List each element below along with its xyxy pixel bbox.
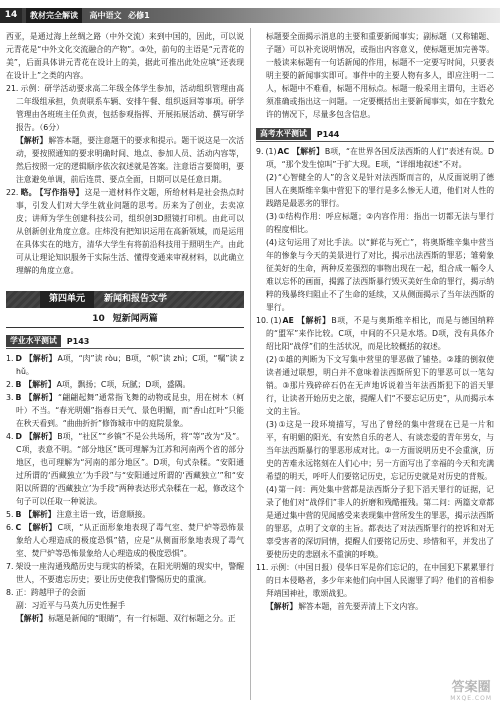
column-divider	[250, 28, 251, 700]
question-number: 5.	[6, 510, 14, 519]
answer-text: 略。	[20, 188, 37, 197]
right-column	[256, 30, 494, 702]
unit-banner	[6, 291, 244, 308]
answer-choice: B	[15, 380, 22, 389]
answer-item-9-4	[256, 236, 494, 314]
question-number: 3.	[6, 393, 14, 402]
answer-item	[6, 521, 244, 560]
answer-item-21	[6, 82, 244, 134]
sub-headline-line	[6, 599, 244, 612]
answer-item-10-4	[256, 483, 494, 561]
analysis-text: A项，飘扬；C项，玩腻；D项，盛隅。	[56, 380, 191, 389]
answer-choice: D	[15, 354, 22, 363]
analysis-tag: 【解析】	[266, 602, 298, 611]
question-number: 4.	[6, 432, 14, 441]
answer-item-9-3	[256, 210, 494, 236]
analysis-tag: 【解析】	[16, 614, 48, 623]
answer-text: 示例：（中国日报）侵华日军是你们忘记的，在中国犯下累累罪行的日本侵略者，多少年来他们向中国人民谢罪了吗？他们的首相参拜靖国神社，歌颂战犯。	[266, 563, 494, 598]
analysis-text: B项，不是与奥斯维辛相比，而是与德国纳粹的“盟军”来作比较。C项，中间的不只是水塔。D项，没有具体介绍比阳“战俘”们的生活状况，而是比较概括的叙述。	[266, 316, 494, 351]
analysis-tag: 【解析】	[24, 380, 56, 389]
analysis-text: 标题是新闻的“眼睛”，有一行标题、双行标题之分。正	[48, 614, 236, 623]
answer-item	[6, 378, 244, 391]
answer-item-11	[256, 561, 494, 600]
section-label: 学业水平测试	[6, 335, 61, 347]
section-page-ref: P144	[316, 129, 340, 139]
series-title: 教材完全解读	[26, 8, 82, 23]
analysis-tag: 【解析】	[24, 393, 57, 402]
sub-question-label: (2)	[266, 355, 278, 364]
page-number: 14	[0, 8, 22, 23]
answer-text: “心智健全的人”的含义是针对法西斯而言的，从反面说明了德国人在奥斯维辛集中营犯下的罪行是多么惨无人道，他们对人性的践踏是最恶劣的罪行。	[266, 173, 494, 208]
carryover-paragraph: 标题要全面揭示消息的主要和重要新闻事实；副标题（又称辅题、子题）可以补充说明情况，或指出内容意义，使标题更加完善等。一般读来标题有一句话新闻的作用，标题不一定要写时间，只要表明主要的新闻事实即可。事件中的主要人物有多人，即应注明一二人，标题中不难看，标题不用标点。标题一般采用主谓句，主语必须准确或指出这一问题。一定要概括出主要新闻事实，如在字数允许的情况下，尽量多包含信息。	[266, 32, 494, 119]
question-number: 9.	[256, 147, 264, 156]
analysis-text: A项，“肉”读 ròu；B项，“帜”读 zhì；C项，“嘱”读 zhǔ。	[16, 354, 244, 376]
watermark	[450, 681, 492, 702]
analysis-tag: 【解析】	[16, 136, 48, 145]
analysis-tag: 【解析】	[292, 147, 324, 156]
answer-item-10-1	[256, 314, 494, 353]
volume-label: 必修1	[128, 11, 150, 20]
watermark-main: 答案圈	[451, 680, 491, 695]
question-number: 10.	[256, 316, 269, 325]
analysis-text: B项，“在世界各国反法西斯的人们”表述有误。D项，“那个发生惊叫”于扩大现。E项，“详细地叙述”不对。	[266, 147, 494, 169]
answer-text: ①雄的判断为下文写集中营里的罪恶做了铺垫。②雄的倒叙使读者通过联想，明白并不意味着法西斯所犯下的罪恶可以一笔勾销。③那片残碎碎石仍在无声地诉说着当年法西斯犯下的滔天罪行，让读者开始历史之旅，提醒人们“不要忘记历史”，从而揭示本文的主旨。	[266, 355, 494, 416]
answer-item-9-1	[256, 145, 494, 171]
sub-question-label: (4)	[266, 485, 278, 494]
answer-item	[6, 352, 244, 378]
carryover-paragraph: 西亚，是通过海上丝绸之路（中外交流）来到中国的，因此，可以说元青花是“中外文化交流融合的产物”。③处，前句的主语是“元青花的美”，后面具体讲元青花在设计上的美，据此可推出此处应填“还表现在设计上”之类的内容。	[6, 32, 244, 80]
answer-item-10-2	[256, 353, 494, 418]
answer-text: 第一问：两处集中营都是法西斯分子犯下滔天罪行的证据，记录了他们对“战俘们”非人的折磨和残酷摧残。第二问：两篇文章都是通过集中营的见闻感受来表现集中营所发生的罪恶，揭示法西斯的罪恶，点明了文章的主旨。都表达了对法西斯罪行的控诉和对无辜受害者的深切同情，提醒人们要铭记历史、珍惜和平，并发出了要使历史的悲剧永不重演的呼唤。	[266, 485, 494, 559]
question-number: 21.	[6, 84, 19, 93]
answer-choice: C	[15, 523, 22, 532]
writing-guide-tag: 【写作指导】	[39, 188, 84, 197]
question-number: 6.	[6, 523, 14, 532]
answer-text: ①这是一段环境描写，写出了曾经的集中营现在已是一片和平，有明媚的阳光、有安然自乐的老人、有谈恋爱的青年男女，与当年法西斯暴行的罪恶形成对比。②一方面说明历史不会重演，历史的苦难永远铭刻在人们心中；另一方面写出了幸福的今天和充满希望的明天，呼吁人们要铭记历史，忘记历史就是对历史的背叛。	[266, 420, 494, 481]
section-label: 高考水平测试	[256, 128, 311, 140]
page-header	[0, 8, 500, 23]
analysis-21	[6, 134, 244, 186]
analysis-tag: 【解析】	[24, 354, 57, 363]
analysis-text: “翩翩起舞”通常指飞舞的动物或昆虫，用在树木（柯叶）不当。“春光明媚”指春日天气、景色明媚，而“香山红叶”只能在秋天看到。“曲曲折折”修饰城市中的庭院景象。	[16, 393, 244, 428]
question-number: 2.	[6, 380, 14, 389]
analysis-text: 解答本题，首先要弄清上下文内容。	[298, 602, 423, 611]
unit-title: 新闻和报告文学	[104, 294, 168, 304]
main-headline: 正：跨越甲子的会面	[15, 588, 86, 597]
answer-item-9-2	[256, 171, 494, 210]
sub-question-label: (4)	[266, 238, 278, 247]
answer-item-10-3	[256, 418, 494, 483]
answer-text: 架设一座沟通残酷历史与现实的桥梁，在阳光明媚的现实中，警醒世人，不要遗忘历史；要让历史使我们警惕历史的重演。	[15, 562, 244, 584]
sub-question-label: (2)	[266, 173, 278, 182]
question-number: 7.	[6, 562, 14, 571]
subject-label: 高中语文	[89, 11, 122, 20]
answer-item	[6, 508, 244, 521]
question-number: 22.	[6, 188, 19, 197]
analysis-text: B项，“社区”“乡镇”不是公共场所，将“等”改为“及”。C项，表意不明。“部分地区”既可理解为江苏和河南两个省的部分地区，也可理解为“河南的部分地区”。D项，句式杂糅。“安阳通过所谓的‘西藏独立’为手段”与“安阳通过所谓的‘西藏独立’”和“安阳以所谓的‘西藏独立’为手段”两种表达形式杂糅在一起，修改这个句子可以任取一种说法。	[16, 432, 244, 506]
analysis-11	[256, 600, 494, 613]
answer-item	[6, 430, 244, 508]
answer-choice: B	[15, 393, 22, 402]
answer-item-8	[6, 586, 244, 599]
answer-text: 示例：研学活动要求高二年级全体学生参加，活动组织管理由高二年级组承担，负责联系车辆、安排午餐、组织返回等事项。研学管理由各班班主任负责，包括参观指挥、开展拓展活动、撰写研学报告。（6分）	[16, 84, 244, 132]
section-heading-gaokao-test	[256, 127, 494, 142]
analysis-8	[6, 612, 244, 625]
writing-guide-text: 这是一道材料作文题，所给材料是社会热点时事，引发人们对大学生就业问题的思考。历来为了创业，去卖凉皮；讲师为学生创建科技公司，组织创3D照镜打印机。由此可以从创新创业角度立意。庄炜没有把知识运用在高新领域，而是运用在具体实在的地方，清华大学生有将前沿科技用于照明生产。由此可从让理论知识服务于实际生活、懂得变通来审视材料，以此确立理解的角度立意。	[16, 188, 244, 275]
answer-item	[6, 391, 244, 430]
lesson-title: 短新闻两篇	[112, 314, 158, 324]
sub-question-label: (1)	[265, 147, 277, 156]
answer-choice: B	[15, 510, 22, 519]
answer-choice: AC	[277, 147, 290, 156]
section-heading-basic-test	[6, 334, 244, 349]
lesson-heading	[6, 312, 244, 328]
sub-question-label: (1)	[270, 316, 282, 325]
answer-text: 这句运用了对比手法。以“鲜花与死亡”，将奥斯维辛集中营当年的惨象与今天的美景进行了对比，揭示出法西斯的罪恶；雏菊象征美好的生命，两种反差强烈的事物出现在一起，组合成一幅令人难以忘怀的画面，揭露了法西斯暴行毁灭美好生命的罪行，揭示纳粹的残暴终归阻止不了生命的延续，又从侧面揭示了当年法西斯的罪行。	[266, 238, 494, 312]
question-number: 1.	[6, 354, 14, 363]
answer-text: ①结构作用：呼应标题；②内容作用：指出一切都无法与罪行的程度相比。	[266, 212, 494, 234]
header-band	[22, 8, 500, 23]
analysis-tag: 【解析】	[24, 432, 57, 441]
answer-choice: AE	[282, 316, 294, 325]
sub-question-label: (3)	[266, 212, 278, 221]
answer-choice: D	[15, 432, 22, 441]
answer-item-22	[6, 186, 244, 277]
question-number: 11.	[256, 563, 269, 572]
analysis-tag: 【解析】	[24, 523, 57, 532]
watermark-sub: MXQE.COM	[450, 695, 492, 702]
analysis-tag: 【解析】	[24, 510, 56, 519]
sub-question-label: (3)	[266, 420, 278, 429]
section-page-ref: P143	[66, 336, 90, 346]
unit-label: 第四单元	[40, 291, 94, 308]
question-number: 8.	[6, 588, 14, 597]
left-column	[6, 30, 244, 702]
analysis-text: 注意主语一致，语意顺接。	[56, 510, 151, 519]
sub-headline: 副：习近平与马英九历史性握手	[16, 601, 126, 610]
answer-item-7	[6, 560, 244, 586]
lesson-number: 10	[92, 314, 105, 324]
analysis-text: C项，“从正面形象地表现了毒气室、焚尸炉等恐怖景象给人心理造成的极度恐惧”错，应是“从侧面形象地表现了毒气室、焚尸炉等恐怖景象给人心理造成的极度恐惧”。	[16, 523, 244, 558]
analysis-tag: 【解析】	[296, 316, 331, 325]
analysis-text: 解答本题，要注意题干的要求和提示。题干说这是一次活动，要按照通知的要求明确时间、地点、参加人员、活动内容等，然后按照一定的逻辑顺序依次叙述就是答案。注意语言要简明，要注意避免单调，前后连贯、要点全面，日期可以是任意日期。	[16, 136, 244, 184]
